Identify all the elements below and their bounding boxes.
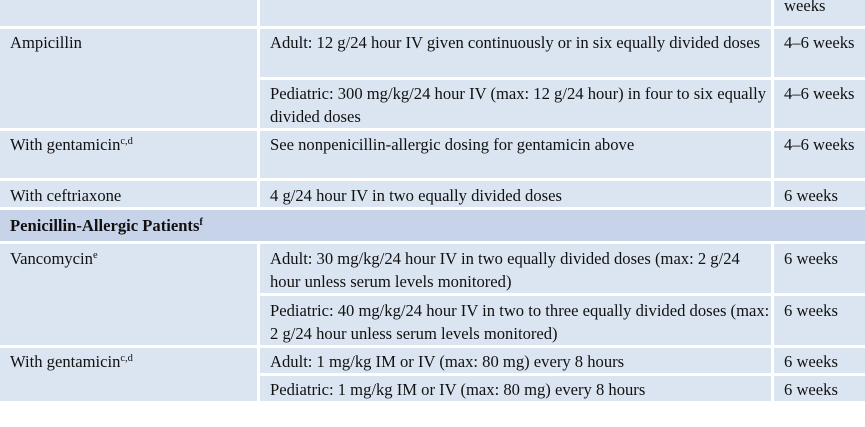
section-title: Penicillin-Allergic Patients [10,216,200,235]
footnote-marker: e [92,250,98,261]
duration-cell: 6 weeks [774,244,865,296]
agent-name: Vancomycin [10,249,93,268]
footnote-marker: f [199,217,203,228]
agent-name: With gentamicin [10,352,121,371]
duration-cell: 6 weeks [774,376,865,404]
duration-cell: 4–6 weeks [774,29,865,80]
section-header [0,210,865,244]
footnote-marker: c,d [120,136,133,147]
dosing-cell: Adult: 1 mg/kg IM or IV (max: 80 mg) every 8 hours [260,348,774,376]
agent-cell [0,244,260,348]
agent-cell [0,181,260,210]
dosing-cell: Pediatric: 1 mg/kg IM or IV (max: 80 mg) every 8 hours [260,376,774,404]
agent-cell [0,131,260,181]
agent-cell [0,348,260,404]
dosing-cell: Pediatric: 40 mg/kg/24 hour IV in two to three equally divided doses (max: 2 g/24 hour unless serum levels monitored) [260,296,774,348]
footnote-marker: c,d [120,353,133,364]
agent-name: With gentamicin [10,135,121,154]
duration-cell: weeks [774,0,865,29]
table-row [0,131,865,181]
table-row [0,0,865,29]
dosing-cell: 4 g/24 hour IV in two equally divided doses [260,181,774,210]
duration-cell: 6 weeks [774,348,865,376]
agent-name: Ampicillin [10,33,82,52]
table-row [0,181,865,210]
table-row [0,348,865,376]
dosing-cell: Adult: 30 mg/kg/24 hour IV in two equally divided doses (max: 2 g/24 hour unless serum levels monitored) [260,244,774,296]
agent-cell [0,29,260,131]
dosing-cell: See nonpenicillin-allergic dosing for gentamicin above [260,131,774,181]
dosing-cell [260,0,774,29]
duration-cell: 4–6 weeks [774,131,865,181]
duration-cell: 6 weeks [774,296,865,348]
section-header-row [0,210,865,244]
agent-cell [0,0,260,29]
dosing-cell: Adult: 12 g/24 hour IV given continuously or in six equally divided doses [260,29,774,80]
table-row [0,244,865,296]
agent-name: With ceftriaxone [10,186,122,205]
dosing-cell: Pediatric: 300 mg/kg/24 hour IV (max: 12 g/24 hour) in four to six equally divided doses [260,80,774,131]
duration-cell: 4–6 weeks [774,80,865,131]
duration-cell: 6 weeks [774,181,865,210]
table-row [0,29,865,80]
